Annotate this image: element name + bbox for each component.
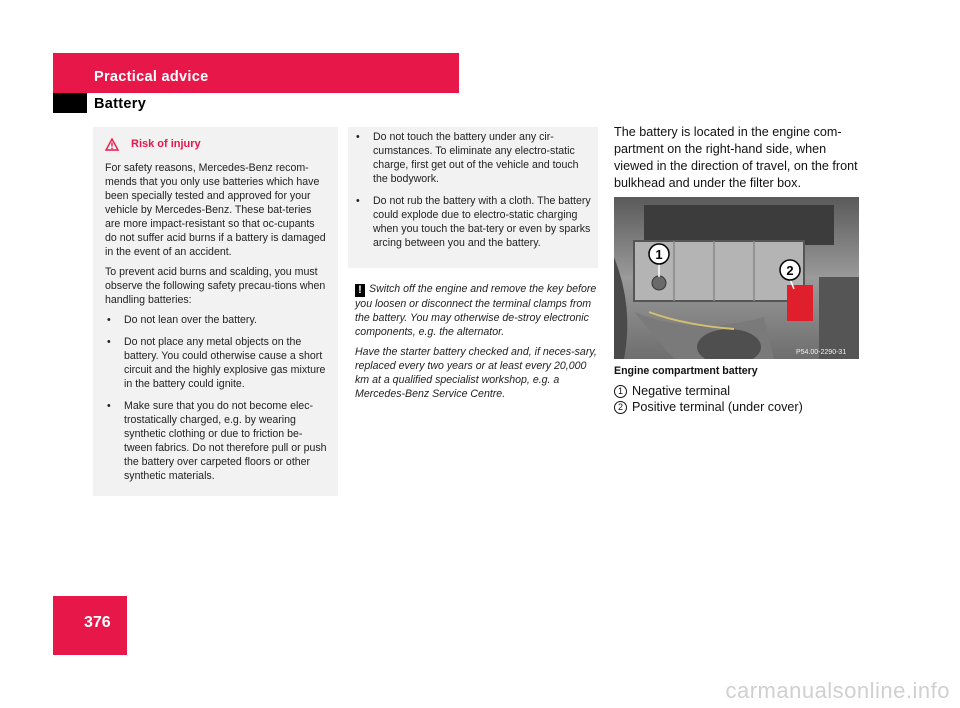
number-circle-icon: 2 <box>614 401 627 414</box>
figure-code: P54.00-2290-31 <box>796 349 847 356</box>
warning-bullet: • Do not rub the battery with a cloth. The battery could explode due to electro-static charging when you touch the bat-tery or even by sparks arcing between you and the battery. <box>354 194 592 250</box>
warning-paragraph: For safety reasons, Mercedes-Benz recom-mends that you only use batteries which have been specially tested and approved for your vehicle by Mercedes-Benz. These bat-teries are more impact-resistant so that oc-cupants do not suffer acid burns if a battery is damaged in the event of an accident. <box>105 162 326 258</box>
intro-text: The battery is located in the engine com-partment on the right-hand side, when viewed in the direction of travel, on the front bulkhead and under the filter box. <box>614 125 858 190</box>
header-marker <box>53 93 87 113</box>
note-paragraph: Have the starter battery checked and, if neces-sary, replaced every two years or at least every 20,000 km at a qualified specialist workshop, e.g. a Mercedes-Benz Service Centre. <box>355 346 597 400</box>
legend-item <box>614 399 803 415</box>
legend-item <box>614 383 803 399</box>
warning-bullet: • Do not place any metal objects on the battery. You could otherwise cause a short circuit and the highly explosive gas mixture in the battery could ignite. <box>105 335 329 391</box>
section-title: Practical advice <box>94 69 209 85</box>
note-block <box>355 282 600 407</box>
figure-caption: Engine compartment battery <box>614 365 758 377</box>
warning-bullet: • Make sure that you do not become elec-trostatically charged, e.g. by wearing synthetic clothing or due to friction be-tween fabrics. Do not therefore pull or push the battery over carpeted floors or other synthetic materials. <box>105 399 329 483</box>
engine-compartment-photo <box>614 197 859 359</box>
warning-paragraph: To prevent acid burns and scalding, you must observe the following safety precau-tions when handling batteries: <box>105 266 326 306</box>
warning-title: Risk of injury <box>131 138 201 150</box>
watermark: carmanualsonline.info <box>725 678 950 703</box>
warning-bullet: • Do not lean over the battery. <box>105 313 329 327</box>
legend-text: Negative terminal <box>632 384 730 398</box>
exclamation-icon: ! <box>355 284 365 297</box>
page-number: 376 <box>84 614 111 631</box>
warning-bullet: • Do not touch the battery under any cir-cumstances. To eliminate any electro-static charge, first get out of the vehicle and touch the bodywork. <box>354 130 592 186</box>
callout-1: 1 <box>655 247 663 262</box>
warning-box <box>93 127 338 496</box>
warning-box-continued <box>348 127 598 268</box>
legend-text: Positive terminal (under cover) <box>632 400 803 414</box>
figure-legend <box>614 383 803 415</box>
callout-2: 2 <box>786 263 794 278</box>
number-circle-icon: 1 <box>614 385 627 398</box>
warning-triangle-icon <box>105 138 119 151</box>
note-paragraph: Switch off the engine and remove the key before you loosen or disconnect the terminal clamps from the battery. You may otherwise de-stroy electronic components, e.g. the alternator. <box>355 283 597 338</box>
subsection-title: Battery <box>94 96 147 112</box>
